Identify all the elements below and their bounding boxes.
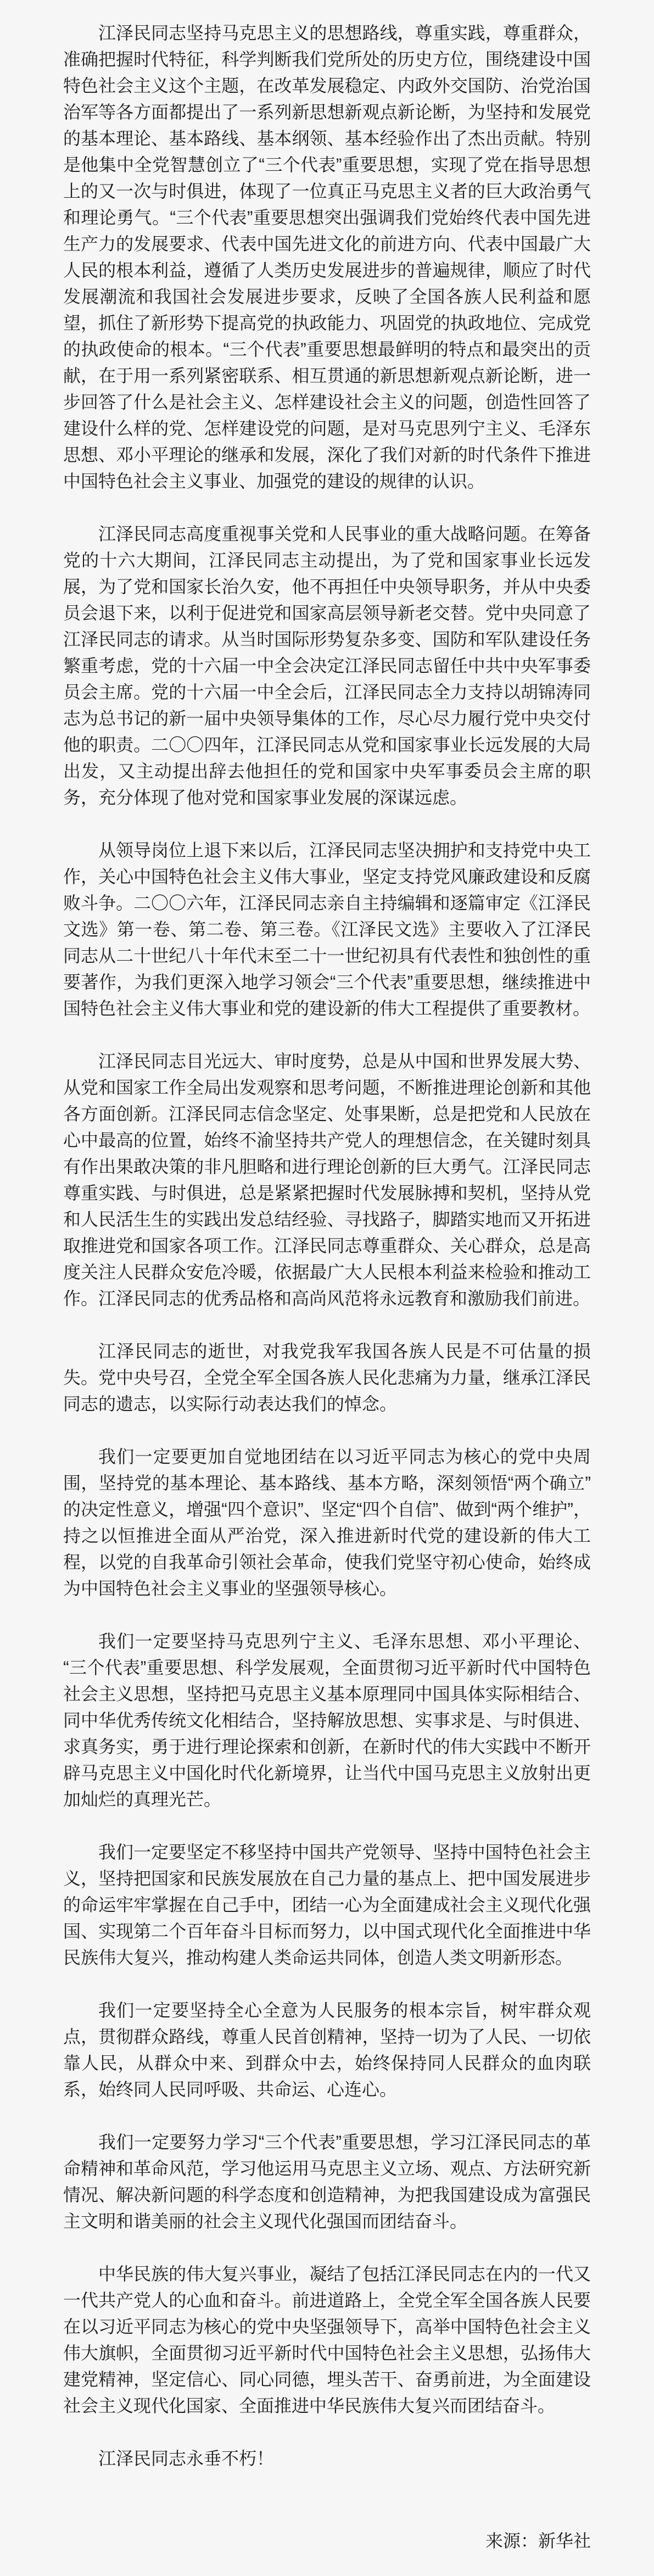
paragraph: 江泽民同志的逝世，对我党我军我国各族人民是不可估量的损失。党中央号召，全党全军全国各族人民化悲痛为力量，继承江泽民同志的遗志，以实际行动表达我们的悼念。 — [63, 1341, 591, 1414]
paragraph: 我们一定要更加自觉地团结在以习近平同志为核心的党中央周围，坚持党的基本理论、基本路线、基本方略，深刻领悟“两个确立”的决定性意义，增强“四个意识”、坚定“四个自信”、做到“两个维护”，持之以恒推进全面从严治党，深入推进新时代党的建设新的伟大工程，以党的自我革命引领社会革命，使我们党坚守初心使命，始终成为中国特色社会主义事业的坚强领导核心。 — [63, 1447, 591, 1598]
paragraph: 我们一定要努力学习“三个代表”重要思想，学习江泽民同志的革命精神和革命风范，学习他运用马克思主义立场、观点、方法研究新情况、解决新问题的科学态度和创造精神，为把我国建设成为富强民主文明和谐美丽的社会主义现代化强国而团结奋斗。 — [63, 2132, 591, 2231]
paragraph: 从领导岗位上退下来以后，江泽民同志坚决拥护和支持党中央工作，关心中国特色社会主义伟大事业，坚定支持党风廉政建设和反腐败斗争。二〇〇六年，江泽民同志亲自主持编辑和逐篇审定《江泽民文选》第一卷、第二卷、第三卷。《江泽民文选》主要收入了江泽民同志从二十世纪八十年代末至二十一世纪初具有代表性和独创性的重要著作，为我们更深入地学习领会“三个代表”重要思想，继续推进中国特色社会主义伟大事业和党的建设新的伟大工程提供了重要教材。 — [63, 840, 591, 1018]
paragraph: 我们一定要坚持马克思列宁主义、毛泽东思想、邓小平理论、“三个代表”重要思想、科学发展观，全面贯彻习近平新时代中国特色社会主义思想，坚持把马克思主义基本原理同中国具体实际相结合、同中华优秀传统文化相结合，坚持解放思想、实事求是、与时俱进、求真务实，勇于进行理论探索和创新，在新时代的伟大实践中不断开辟马克思主义中国化时代化新境界，让当代中国马克思主义放射出更加灿烂的真理光芒。 — [63, 1631, 591, 1809]
paragraph: 江泽民同志坚持马克思主义的思想路线，尊重实践，尊重群众，准确把握时代特征，科学判断我们党所处的历史方位，围绕建设中国特色社会主义这个主题，在改革发展稳定、内政外交国防、治党治国治军等各方面都提出了一系列新思想新观点新论断，为坚持和发展党的基本理论、基本路线、基本纲领、基本经验作出了杰出贡献。特别是他集中全党智慧创立了“三个代表”重要思想，实现了党在指导思想上的又一次与时俱进，体现了一位真正马克思主义者的巨大政治勇气和理论勇气。“三个代表”重要思想突出强调我们党始终代表中国先进生产力的发展要求、代表中国先进文化的前进方向、代表中国最广大人民的根本利益，遵循了人类历史发展进步的普遍规律，顺应了时代发展潮流和我国社会发展进步要求，反映了全国各族人民利益和愿望，抓住了新形势下提高党的执政能力、巩固党的执政地位、完成党的执政使命的根本。“三个代表”重要思想最鲜明的特点和最突出的贡献，在于用一系列紧密联系、相互贯通的新思想新观点新论断，进一步回答了什么是社会主义、怎样建设社会主义的问题，创造性回答了建设什么样的党、怎样建设党的问题，是对马克思列宁主义、毛泽东思想、邓小平理论的继承和发展，深化了我们对新的时代条件下推进中国特色社会主义事业、加强党的建设的规律的认识。 — [63, 23, 591, 491]
paragraph: 江泽民同志目光远大、审时度势，总是从中国和世界发展大势、从党和国家工作全局出发观察和思考问题，不断推进理论创新和其他各方面创新。江泽民同志信念坚定、处事果断，总是把党和人民放在心中最高的位置，始终不渝坚持共产党人的理想信念，在关键时刻具有作出果敢决策的非凡胆略和进行理论创新的巨大勇气。江泽民同志尊重实践、与时俱进，总是紧紧把握时代发展脉搏和契机，坚持从党和人民活生生的实践出发总结经验、寻找路子，脚踏实地而又开拓进取推进党和国家各项工作。江泽民同志尊重群众、关心群众，总是高度关注人民群众安危冷暖，依据最广大人民根本利益来检验和推动工作。江泽民同志的优秀品格和高尚风范将永远教育和激励我们前进。 — [63, 1051, 591, 1308]
closing-slogan: 江泽民同志永垂不朽！ — [98, 2449, 275, 2468]
paragraph: 我们一定要坚定不移坚持中国共产党领导、坚持中国特色社会主义，坚持把国家和民族发展放在自己力量的基点上、把中国发展进步的命运牢牢掌握在自己手中，团结一心为全面建成社会主义现代化强国、实现第二个百年奋斗目标而努力，以中国式现代化全面推进中华民族伟大复兴，推动构建人类命运共同体，创造人类文明新形态。 — [63, 1842, 591, 1967]
paragraph: 中华民族的伟大复兴事业，凝结了包括江泽民同志在内的一代又一代共产党人的心血和奋斗。前进道路上，全党全军全国各族人民要在以习近平同志为核心的党中央坚强领导下，高举中国特色社会主义伟大旗帜，全面贯彻习近平新时代中国特色社会主义思想，弘扬伟大建党精神，坚定信心、同心同德，埋头苦干、奋勇前进，为全面建设社会主义现代化国家、全面推进中华民族伟大复兴而团结奋斗。 — [63, 2264, 591, 2416]
paragraph: 我们一定要坚持全心全意为人民服务的根本宗旨，树牢群众观点，贯彻群众路线，尊重人民首创精神，坚持一切为了人民、一切依靠人民，从群众中来、到群众中去，始终保持同人民群众的血肉联系，始终同人民同呼吸、共命运、心连心。 — [63, 2000, 591, 2099]
paragraph: 江泽民同志高度重视事关党和人民事业的重大战略问题。在筹备党的十六大期间，江泽民同志主动提出，为了党和国家事业长远发展，为了党和国家长治久安，他不再担任中央领导职务，并从中央委员会退下来，以利于促进党和国家高层领导新老交替。党中央同意了江泽民同志的请求。从当时国际形势复杂多变、国防和军队建设任务繁重考虑，党的十六届一中全会决定江泽民同志留任中共中央军事委员会主席。党的十六届一中全会后，江泽民同志全力支持以胡锦涛同志为总书记的新一届中央领导集体的工作，尽心尽力履行党中央交付他的职责。二〇〇四年，江泽民同志从党和国家事业长远发展的大局出发，又主动提出辞去他担任的党和国家中央军事委员会主席的职务，充分体现了他对党和国家事业发展的深谋远虑。 — [63, 524, 591, 807]
source-attribution: 来源：新华社 — [485, 2531, 591, 2551]
